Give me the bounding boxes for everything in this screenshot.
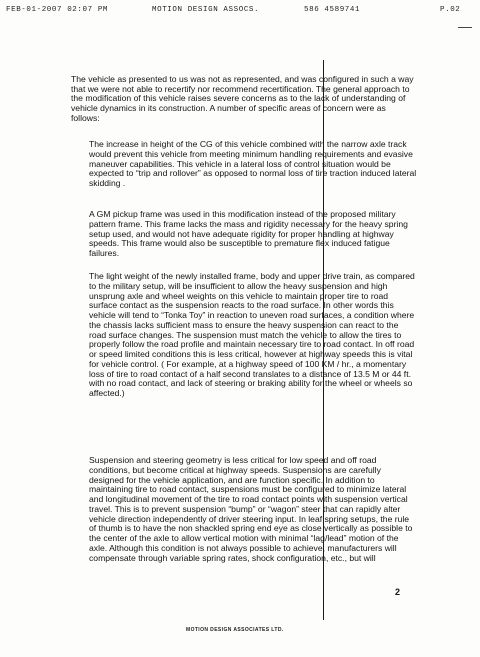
intro-paragraph: The vehicle as presented to us was not as represented, and was configured in such a way that we were not able to recertify nor recommend recertification. The general approach to the modification of this vehicle raises severe concerns as to the lack of understanding of vehicle dynamics in its construction. A number of specific areas of concern were as follows:: [71, 74, 414, 123]
footer-company: MOTION DESIGN ASSOCIATES LTD.: [186, 627, 284, 633]
concern-cg-height: The increase in height of the CG of this vehicle combined with the narrow axle track would prevent this vehicle from meeting minimum handling requirements and evasive maneuver capabilities. This vehicle in a lateral loss of control situation would be expected to “trip and rollover” as opposed to normal loss of tire traction induced lateral skidding .: [89, 139, 417, 188]
fax-phone: 586 4589741: [304, 6, 361, 14]
page-number: 2: [395, 587, 401, 597]
fax-page: P.02: [440, 6, 461, 14]
corner-mark: [458, 27, 472, 28]
fax-date-time: FEB-01-2007 02:07 PM: [6, 6, 109, 14]
concern-frame: A GM pickup frame was used in this modification instead of the proposed military pattern frame. This frame lacks the mass and rigidity necessary for the heavy spring setup used, and would not have adequate rigidity for proper handling at highway speeds. This frame would also be susceptible to premature flex induced fatigue failures.: [89, 209, 408, 258]
concern-suspension: Suspension and steering geometry is less critical for low speed and off road conditions, but become critical at highway speeds. Suspensions are carefully designed for the vehicle application, and are function specific. In addition to maintaining tire to road contact, suspensions must be configured to minimize lateral and longitudinal movement of the tire to road contact points with suspension vertical travel. This is to prevent suspension “bump” or “wagon” steer that can rapidly alter vehicle direction independently of driver steering input. In leaf spring setups, the rule of thumb is to have the non shackled spring end eye as close vertically as possible to the center of the axle to allow vertical motion with minimal “lag/lead” motion of the axle. Although this condition is not always possible to achieve, manufacturers will compensate through variable spring rates, shock configuration, etc., but will: [89, 455, 413, 563]
concern-weight: The light weight of the newly installed frame, body and upper drive train, as compared to the military setup, will be insufficient to allow the heavy suspension and high unsprung axle and wheel weights on this vehicle to maintain proper tire to road surface contact as the suspension reacts to the road surface. In other words this vehicle will tend to “Tonka Toy” in reaction to uneven road surfaces, a condition where the chassis lacks sufficient mass to ensure the heavy suspension can react to the road surface changes. The suspension must match the vehicle to allow the tires to properly follow the road profile and maintain necessary tire to road contact. In off road or speed limited conditions this is less critical, however at highway speeds this is vital for vehicle control. ( For example, at a highway speed of 100 KM / hr., a momentary loss of tire to road contact of a half second translates to a distance of 13.5 M or 44 ft. with no road contact, and lack of steering or braking ability for the wheel or wheels so affected.): [89, 271, 415, 398]
fax-header: [4, 3, 476, 17]
fax-sender: MOTION DESIGN ASSOCS.: [152, 6, 260, 14]
